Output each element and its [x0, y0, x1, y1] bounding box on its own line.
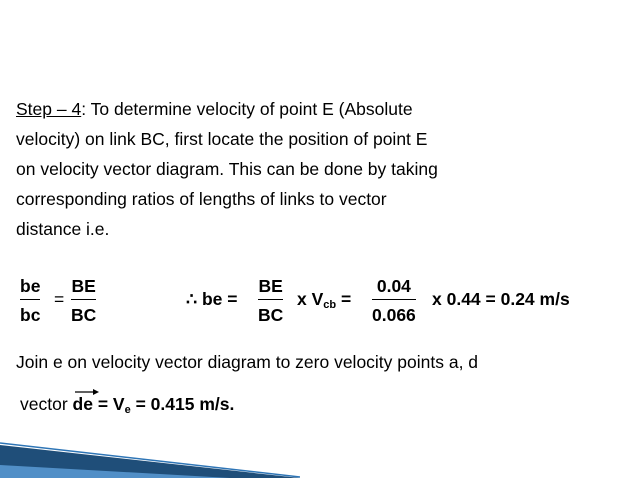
calc-num-BE: BE	[258, 276, 283, 296]
vector-prefix: vector	[20, 394, 73, 414]
step-label: Step – 4	[16, 99, 82, 119]
para-line-1-text: : To determine velocity of point E (Absolute	[81, 99, 413, 119]
times-vcb	[297, 289, 351, 315]
step-paragraph	[16, 94, 626, 244]
para-line-5: distance i.e.	[16, 219, 110, 239]
ratio-be-bc	[20, 276, 40, 325]
calc-num-value: 0.04	[376, 276, 411, 296]
calc-den-value: 0.066	[372, 305, 416, 325]
vector-equals-v: = V	[92, 394, 125, 414]
ratio-num-be: be	[20, 276, 41, 296]
ratio-equals: =	[54, 289, 65, 309]
ratio-BE-BC	[71, 276, 96, 325]
ratio-num-BE: BE	[71, 276, 96, 296]
calc-fraction-BE-BC	[258, 276, 283, 325]
calc-den-BC: BC	[258, 305, 284, 325]
ratio-den-BC: BC	[71, 305, 97, 325]
v-subscript-cb: cb	[323, 299, 337, 311]
calc-fraction-numeric	[372, 276, 416, 325]
fraction-bar	[20, 299, 40, 300]
para-line-4: corresponding ratios of lengths of links to vector	[16, 189, 387, 209]
fraction-bar	[372, 299, 416, 300]
times-v-text: x V	[297, 289, 324, 309]
ratio-den-bc: bc	[20, 305, 41, 325]
para-line-3: on velocity vector diagram. This can be done by taking	[16, 159, 438, 179]
equals-sign: =	[336, 289, 352, 309]
fraction-bar	[71, 299, 96, 300]
fraction-bar	[258, 299, 283, 300]
decorative-swoosh	[0, 393, 300, 478]
calc-result: x 0.44 = 0.24 m/s	[432, 289, 570, 309]
therefore-be: ∴ be =	[186, 289, 238, 309]
para-line-1	[16, 94, 626, 124]
vector-de-text: de	[72, 394, 93, 414]
v-subscript-e: e	[124, 404, 131, 416]
para-line-2: velocity) on link BC, first locate the position of point E	[16, 129, 428, 149]
join-line: Join e on velocity vector diagram to zero velocity points a, d	[16, 352, 479, 372]
vector-value: = 0.415 m/s.	[130, 394, 235, 414]
